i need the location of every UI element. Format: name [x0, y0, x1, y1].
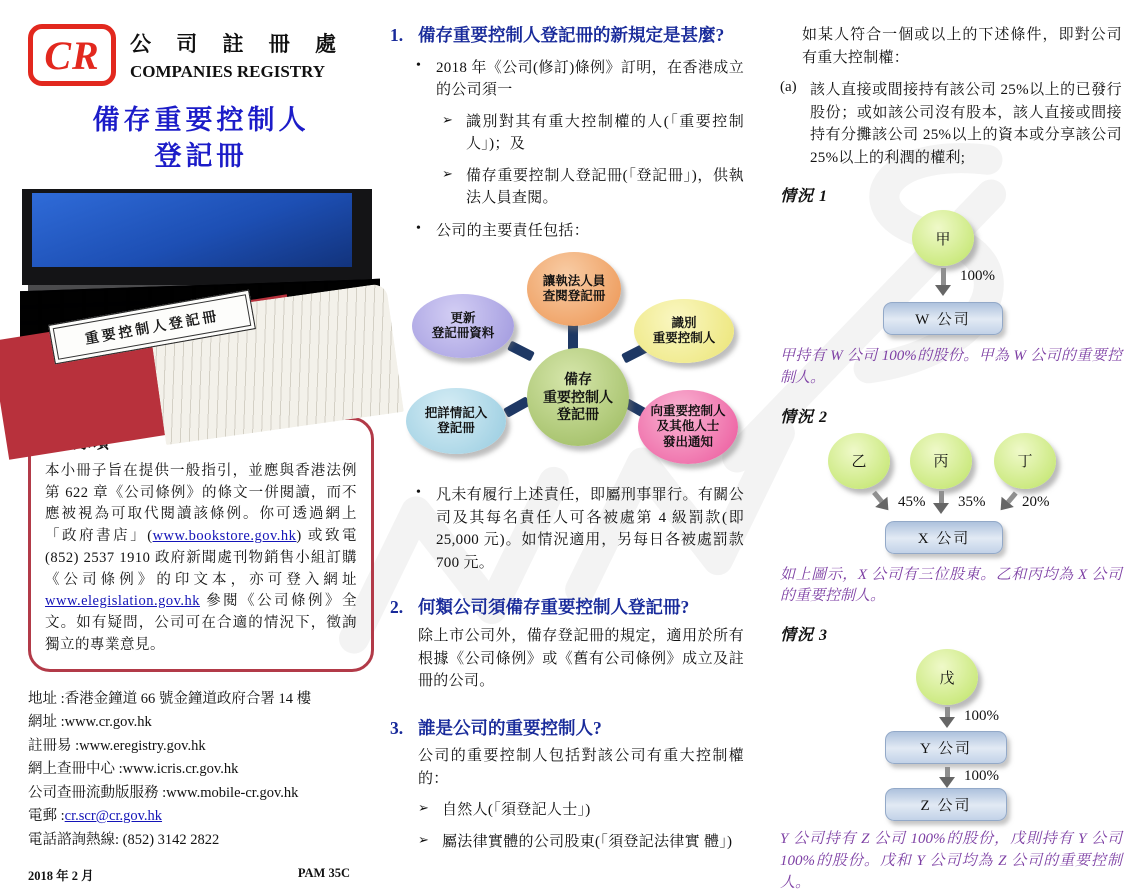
cr-logo-text: CR	[44, 32, 100, 78]
contact-email-label: 電郵 :	[28, 808, 65, 825]
section-3-body: 公司的重要控制人包括對該公司有重大控制權的：	[418, 748, 744, 787]
condition-a-text: 該人直接或間接持有該公司 25%以上的已發行股份；或如該公司沒有股本，該人直接或間接持有分攤該公司 25%以上的資本或分享該公司 25%以上的利潤的權利;	[810, 82, 1122, 166]
important-notice-body	[45, 461, 357, 657]
scenario-1-person: 甲	[912, 210, 974, 266]
section-2-title: 何類公司須備存重要控制人登記冊?	[418, 597, 690, 618]
diagram-node-record: 把詳情記入 登記冊	[406, 388, 506, 454]
s1-bullet-2: • 公司的主要責任包括：	[416, 220, 744, 243]
condition-a	[780, 79, 1122, 169]
section-1-heading	[390, 24, 744, 47]
bookstore-link[interactable]: www.bookstore.gov.hk	[152, 528, 297, 545]
s1-penalty-bullet: • 凡未有履行上述責任，即屬刑事罪行。有關公司及其每名責任人可各被處第 4 級罰款(即 25,000 元)。如情況適用，另每日各被處罰款 700 元。	[416, 484, 744, 574]
arrow-bullet-icon: ➢	[418, 831, 429, 847]
section-2-heading	[390, 596, 744, 619]
pamphlet-title	[28, 102, 374, 175]
control-conditions-intro: 如某人符合一個或以上的下述條件，即對公司有重大控制權：	[802, 27, 1122, 66]
contact-icris: 網上查冊中心 :www.icris.cr.gov.hk	[28, 761, 239, 778]
bullet-icon: •	[416, 57, 421, 73]
contact-mobile-service: 公司查冊流動版服務 :www.mobile-cr.gov.hk	[28, 784, 299, 801]
scenario-3-caption: Y 公司持有 Z 公司 100%的股份，戊則持有 Y 公司 100%的股份。戊和 Y 公司均為 Z 公司的重要控制人。	[780, 831, 1122, 891]
contact-address: 地址 :香港金鐘道 66 號金鐘道政府合署 14 樓	[28, 690, 312, 707]
scenario-2-heading: 情況 2	[780, 408, 829, 426]
document-code: PAM 35C	[297, 866, 350, 881]
diagram-node-center: 備存 重要控制人 登記冊	[527, 348, 629, 446]
responsibilities-diagram	[390, 250, 744, 472]
cr-logo	[28, 24, 116, 86]
arrow-bullet-icon: ➢	[442, 111, 453, 127]
scenario-3-diagram	[780, 649, 1122, 821]
notice-text-3: 參閱《公司條例》全文。如有疑問，公司可在合適的情況下，徵詢獨立的專業意見。	[45, 593, 357, 653]
email-link[interactable]: cr.scr@cr.gov.hk	[64, 808, 163, 825]
s1-subitem-1: ➢ 識別對其有重大控制權的人(「重要控制人」)；及	[442, 111, 744, 156]
contact-eregistry: 註冊易 :www.eregistry.gov.hk	[28, 737, 206, 754]
scenario-2-percentage-3: 20%	[1022, 493, 1050, 510]
section-2-number: 2.	[390, 597, 404, 618]
cover-photo	[28, 189, 366, 401]
section-3-number: 3.	[390, 717, 404, 738]
scenario-1-heading: 情況 1	[780, 188, 829, 205]
scenario-2-percentage-1: 45%	[898, 493, 926, 510]
contact-hotline: 電話諮詢熱線: (852) 3142 2822	[28, 831, 220, 848]
left-panel	[28, 24, 374, 884]
scenario-2-percentage-2: 35%	[958, 493, 986, 510]
org-name-chinese: 公 司 註 冊 處	[130, 32, 346, 56]
scenario-1-diagram	[780, 210, 1122, 338]
scenario-2-caption: 如上圖示，X 公司有三位股東。乙和丙均為 X 公司的重要控制人。	[780, 566, 1122, 605]
scenario-2-person-3: 丁	[994, 433, 1056, 489]
pamphlet-title-line2: 登記冊	[154, 141, 248, 172]
s3-item-1: ➢ 自然人(「須登記人士」)	[418, 799, 744, 822]
section-1-number: 1.	[390, 25, 404, 45]
scenario-2-person-2: 丙	[910, 433, 972, 489]
org-name-english: COMPANIES REGISTRY	[130, 62, 326, 81]
section-3-title: 誰是公司的重要控制人?	[418, 717, 602, 738]
s3-item-2: ➢ 屬法律實體的公司股東(「須登記法律實 體」)	[418, 831, 744, 854]
scenario-3-company-box-2: Z 公司	[885, 788, 1007, 821]
s1-bullet-1: • 2018 年《公司(修訂)條例》訂明，在香港成立的公司須一	[416, 57, 744, 102]
brand-header	[28, 24, 374, 86]
publication-date: 2018 年 2 月	[28, 869, 94, 884]
diagonal-arrow-icon	[1001, 492, 1016, 510]
arrow-bullet-icon: ➢	[418, 800, 429, 816]
diagram-node-notice: 向重要控制人 及其他人士 發出通知	[638, 390, 738, 464]
bullet-icon: •	[416, 485, 421, 501]
bullet-icon: •	[416, 220, 421, 236]
contact-block	[28, 688, 374, 852]
notice-text-2: ) 或致電 (852) 2537 1910 政府新聞處刊物銷售小組訂購《公司條例》的印文本，亦可登入網址	[45, 528, 357, 588]
scenario-3-company-box-1: Y 公司	[885, 731, 1007, 764]
contact-website: 網址 :www.cr.gov.hk	[28, 714, 152, 731]
scenario-2-person-1: 乙	[828, 433, 890, 489]
section-2-body: 除上市公司外，備存登記冊的規定，適用於所有根據《公司條例》或《舊有公司條例》成立及註冊的公司。	[418, 628, 744, 689]
arrow-bullet-icon: ➢	[442, 165, 453, 181]
photo-register-label-text: 重要控制人登記冊	[83, 309, 221, 348]
pamphlet-title-line1: 備存重要控制人	[92, 105, 310, 135]
diagram-node-identify: 識別 重要控制人	[634, 299, 734, 363]
diagram-node-update: 更新 登記冊資料	[412, 294, 514, 358]
footer-row	[28, 866, 374, 884]
diagonal-arrow-icon	[874, 492, 889, 510]
scenario-3-percentage-2: 100%	[964, 768, 999, 784]
scenario-1-percentage: 100%	[960, 268, 995, 284]
important-notice-box	[28, 417, 374, 672]
right-panel	[780, 24, 1122, 894]
condition-a-label: (a)	[780, 79, 797, 95]
scenario-2-company-box: X 公司	[885, 521, 1003, 554]
middle-panel	[390, 24, 744, 853]
scenario-3-percentage-1: 100%	[964, 708, 999, 724]
photo-monitor	[22, 189, 372, 285]
scenario-2-diagram	[780, 433, 1122, 557]
scenario-3-person: 戊	[916, 649, 978, 705]
section-1-title: 備存重要控制人登記冊的新規定是甚麼?	[418, 25, 725, 45]
elegislation-link[interactable]: www.elegislation.gov.hk	[45, 593, 200, 610]
connector	[507, 341, 535, 362]
photo-monitor-screen	[32, 193, 352, 267]
diagram-node-inspection: 讓執法人員 查閱登記冊	[527, 252, 621, 326]
contact-email-line	[28, 805, 374, 828]
scenario-1-company-box: W 公司	[883, 302, 1003, 335]
section-3-heading	[390, 717, 744, 740]
connector	[568, 324, 578, 350]
s1-subitem-2: ➢ 備存重要控制人登記冊(「登記冊」)，供執法人員查閱。	[442, 165, 744, 210]
scenario-3-heading: 情況 3	[780, 627, 829, 644]
notice-text-1: 本小冊子旨在提供一般指引，並應與香港法例第 622 章《公司條例》的條文一併閱讀，而不應被視為可取代閱讀該條例。你可透過網上「政府書店」(	[45, 462, 357, 545]
scenario-1-caption: 甲持有 W 公司 100%的股份。甲為 W 公司的重要控制人。	[780, 348, 1122, 386]
